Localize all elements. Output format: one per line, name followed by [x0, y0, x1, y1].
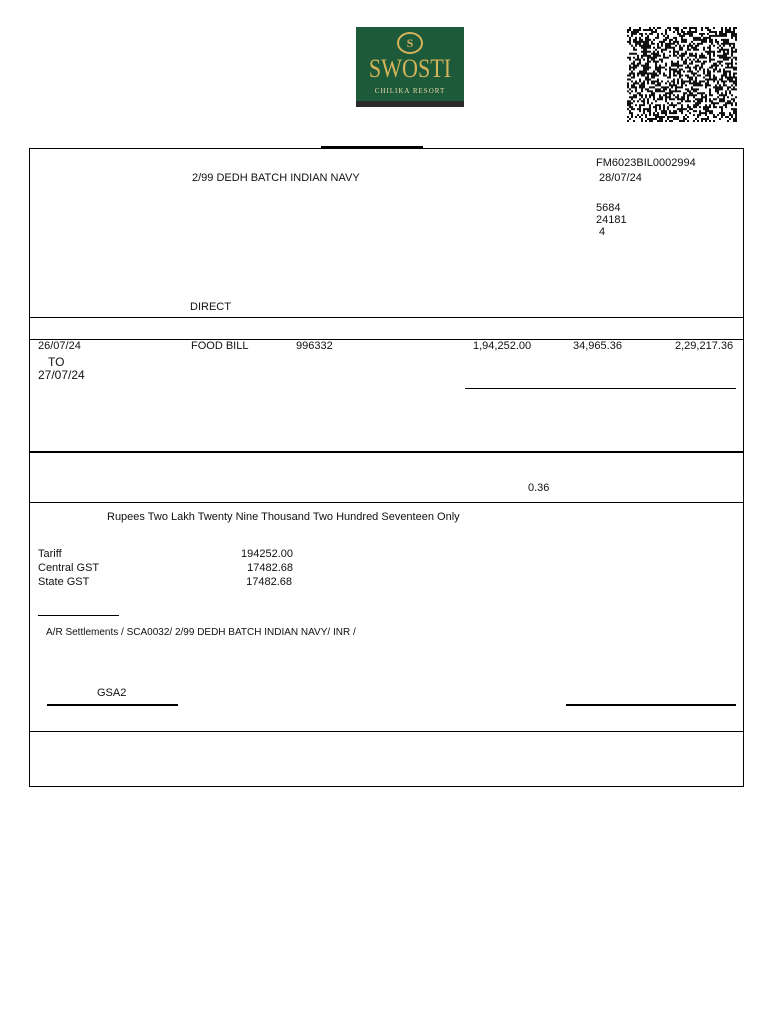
divider	[29, 731, 744, 732]
resort-emblem-icon: S	[397, 32, 423, 54]
logo-subtitle: CHILIKA RESORT	[374, 87, 446, 95]
cashier-signature-line	[47, 704, 178, 706]
summary-label: Tariff	[38, 548, 62, 560]
divider	[29, 339, 744, 340]
logo-strip	[356, 101, 464, 107]
amount-in-words: Rupees Two Lakh Twenty Nine Thousand Two Hundred Seventeen Only	[107, 511, 460, 523]
resort-logo	[356, 27, 464, 107]
item-sac-code: 996332	[296, 340, 333, 352]
summary-value: 17482.68	[247, 562, 293, 574]
date-to-label: TO	[48, 355, 65, 369]
divider	[29, 451, 744, 453]
divider	[29, 502, 744, 503]
item-amount: 1,94,252.00	[473, 340, 532, 352]
settlement-details: A/R Settlements / SCA0032/ 2/99 DEDH BATCH INDIAN NAVY/ INR /	[46, 627, 356, 638]
date-from: 26/07/24	[38, 340, 81, 352]
item-tax: 34,965.36	[573, 340, 622, 352]
guest-name: 2/99 DEDH BATCH INDIAN NAVY	[192, 172, 360, 184]
reference-3: 4	[599, 226, 606, 238]
booking-source: DIRECT	[190, 301, 231, 313]
bill-number: FM6023BIL0002994	[596, 157, 696, 169]
date-to: 27/07/24	[38, 368, 85, 382]
summary-rule	[38, 615, 119, 616]
bill-frame	[29, 148, 744, 787]
total-underline	[465, 388, 736, 389]
reference-2: 24181	[596, 214, 627, 226]
guest-signature-line	[566, 704, 736, 706]
summary-value: 17482.68	[246, 576, 292, 588]
round-off: 0.36	[528, 482, 550, 494]
divider	[29, 317, 744, 318]
summary-label: State GST	[38, 576, 90, 588]
item-description: FOOD BILL	[191, 340, 249, 352]
qr-code-pattern	[627, 27, 737, 122]
qr-code-icon	[627, 27, 737, 122]
logo-name: SWOSTI	[368, 54, 452, 83]
summary-label: Central GST	[38, 562, 100, 574]
bill-date: 28/07/24	[599, 172, 642, 184]
item-total: 2,29,217.36	[675, 340, 734, 352]
reference-1: 5684	[596, 202, 621, 214]
summary-value: 194252.00	[241, 548, 293, 560]
cashier-code: GSA2	[97, 687, 127, 699]
